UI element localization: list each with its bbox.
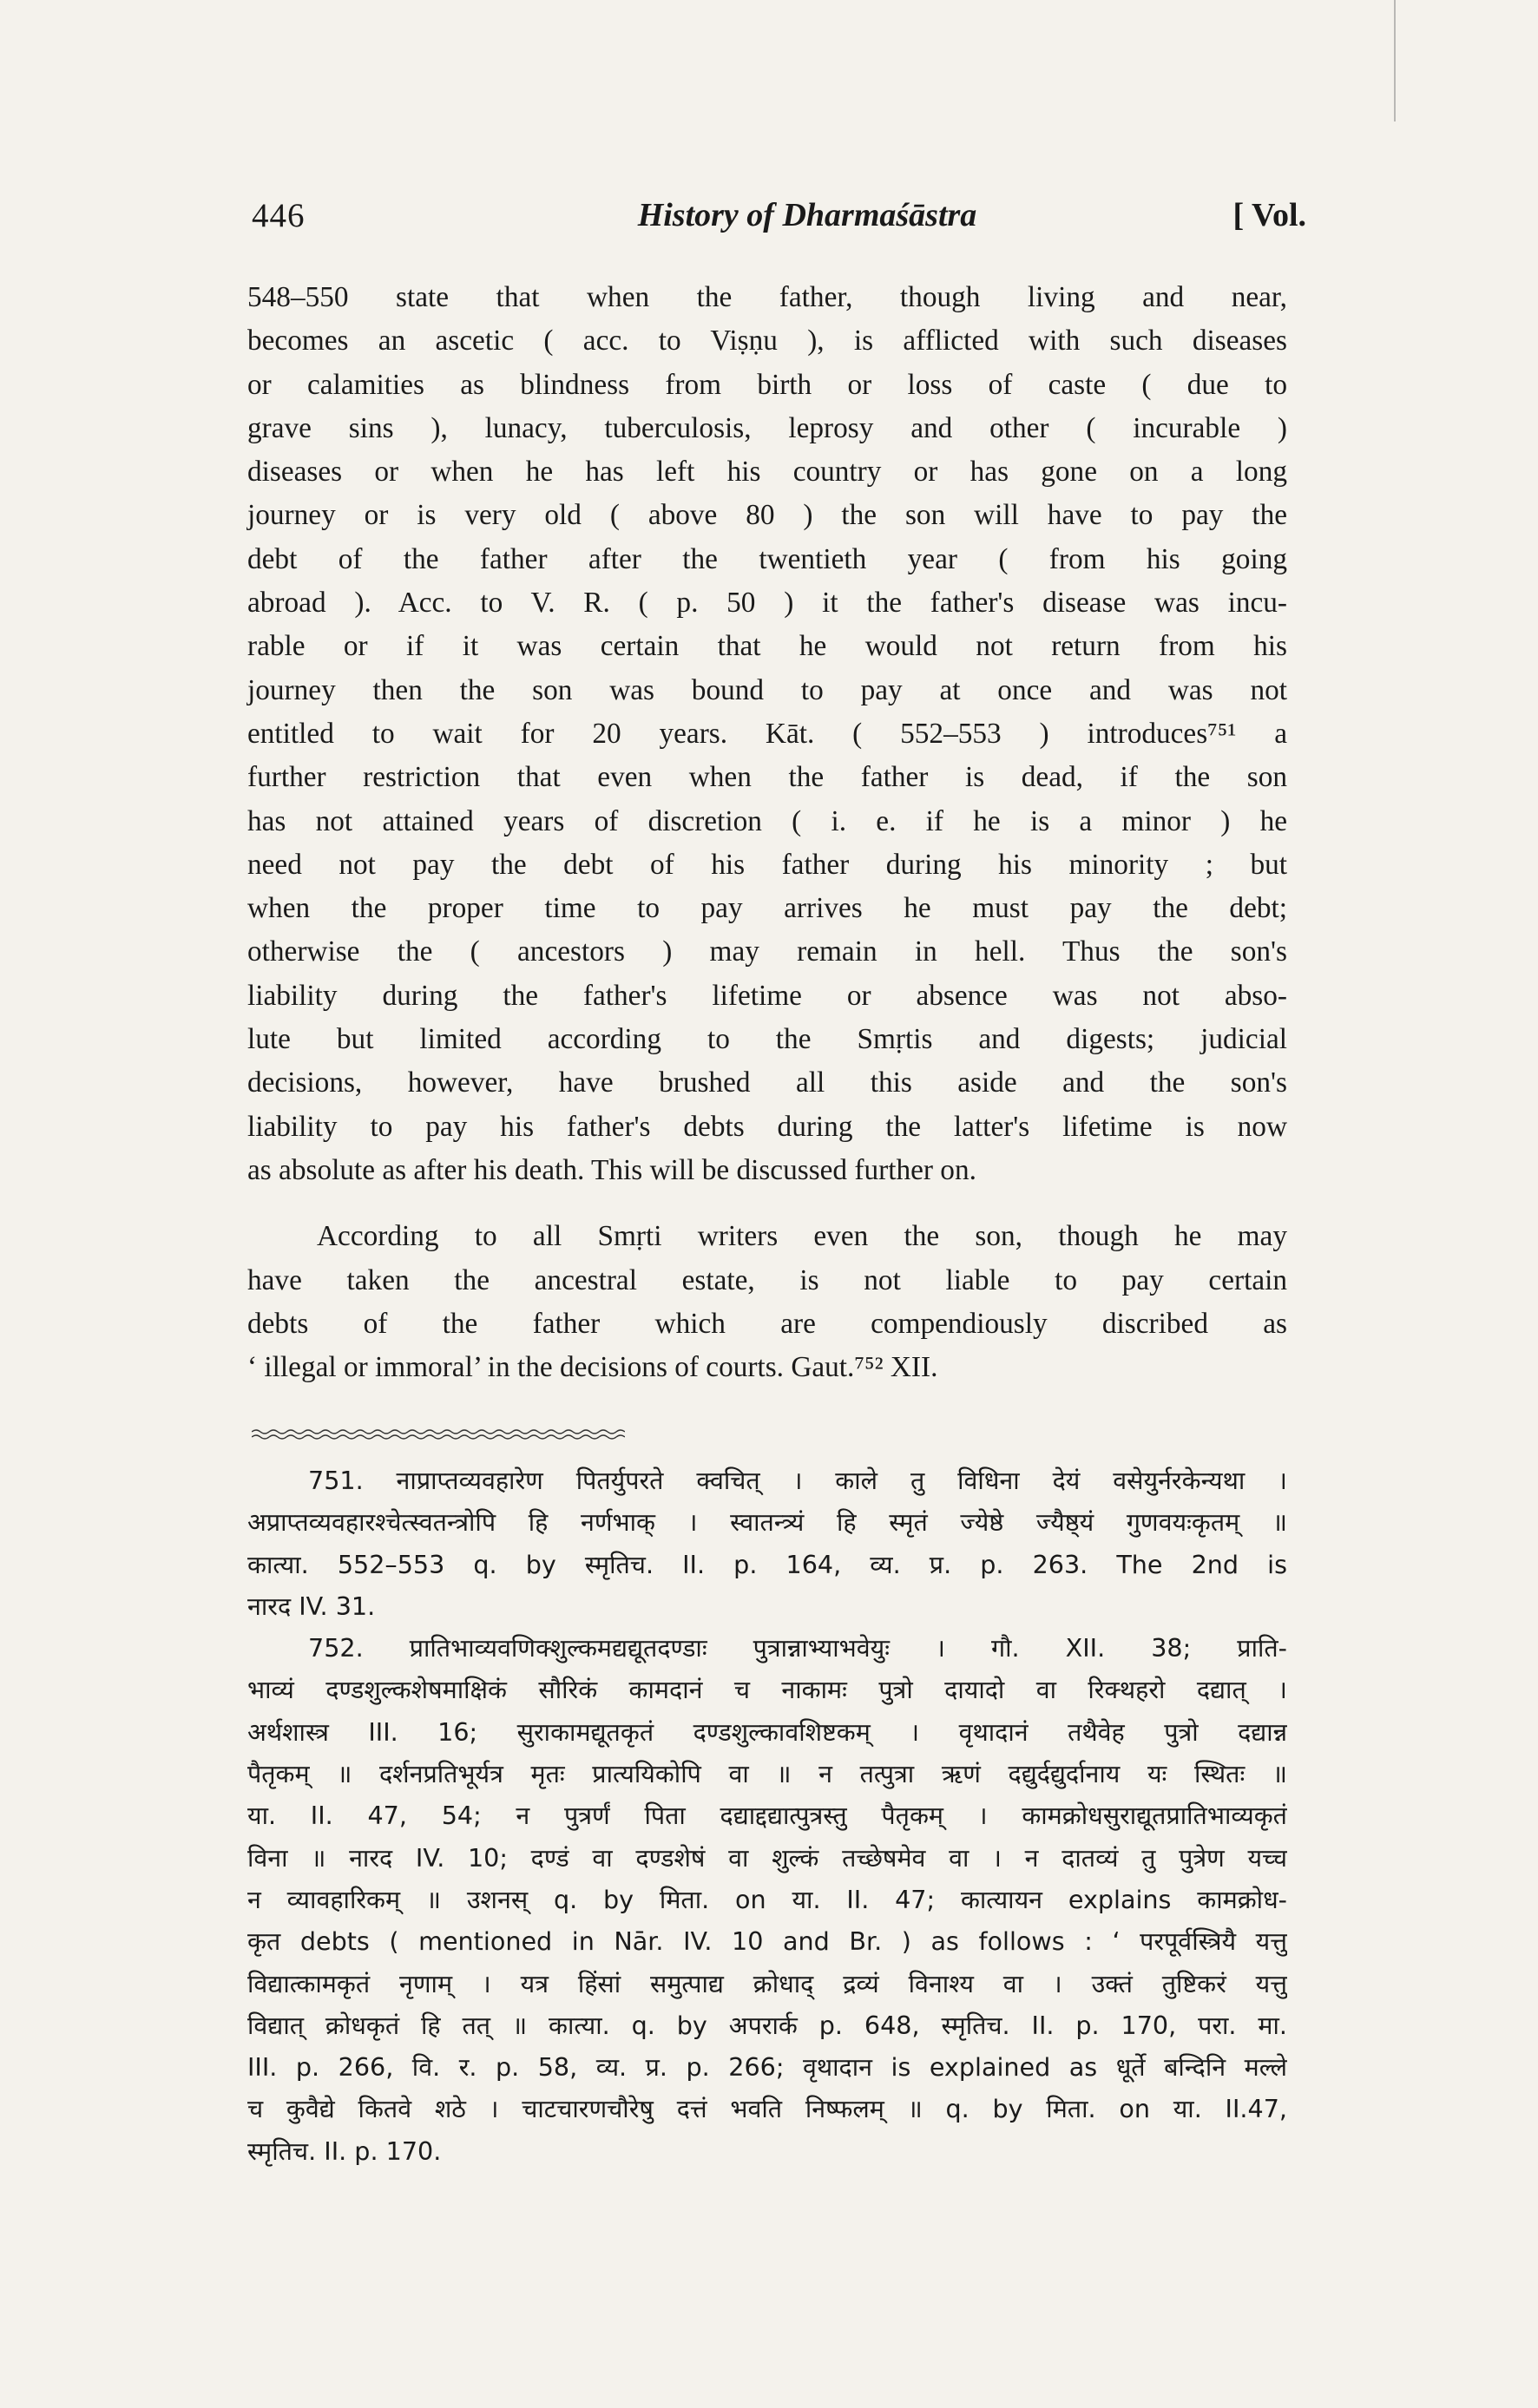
text-line: otherwise the ( ancestors ) may remain in hell. Thus the son's xyxy=(247,935,1287,968)
footnote-line: या. II. 47, 54; न पुत्रर्णं पिता दद्याद्दद्यात्पुत्रस्तु पैतृकम् । कामक्रोधसुराद्यूतप्रातिभाव्यकृतं xyxy=(247,1801,1287,1831)
footnote-line: कृत debts ( mentioned in Nār. IV. 10 and Br. ) as follows : ‘ परपूर्वस्त्रियै यत्तु xyxy=(247,1926,1287,1957)
text-line: ‘ illegal or immoral’ in the decisions of courts. Gaut.⁷⁵² XII. xyxy=(247,1351,938,1384)
footnote-line: स्मृतिच. II. p. 170. xyxy=(247,2136,442,2166)
paragraph-gap xyxy=(247,1192,1287,1215)
text-line: lute but limited according to the Smṛtis and digests; judicial xyxy=(247,1023,1287,1056)
footnote-line: 751. नाप्राप्तव्यवहारेण पितर्युपरते क्वचित् । काले तु विधिना देयं वसेयुर्नरकेन्यथा । xyxy=(308,1466,1287,1495)
text-line: liability to pay his father's debts during the latter's lifetime is now xyxy=(247,1110,1287,1143)
text-line: debt of the father after the twentieth year ( from his going xyxy=(247,542,1287,575)
footnote-752 xyxy=(247,1627,1287,2172)
text-line: liability during the father's lifetime or absence was not abso- xyxy=(247,979,1287,1012)
footnote-line: अर्थशास्त्र III. 16; सुराकामद्यूतकृतं दण्डशुल्कावशिष्टकम् । वृथादानं तथैवेह पुत्रो दद्यान्न xyxy=(247,1716,1287,1747)
text-line: has not attained years of discretion ( i. e. if he is a minor ) he xyxy=(247,804,1287,837)
running-title: History of Dharmaśāstra xyxy=(637,197,977,233)
footnote-line: विना ॥ नारद IV. 10; दण्डं वा दण्डशेषं वा शुल्कं तच्छेषमेव वा । न दातव्यं तु पुत्रेण यच्च xyxy=(247,1842,1287,1873)
text-line: further restriction that even when the father is dead, if the son xyxy=(247,761,1287,794)
footnote-line: अप्राप्तव्यवहारश्चेत्स्वतन्त्रोपि हि नर्णभाक् । स्वातन्त्र्यं हि स्मृतं ज्येष्ठे ज्यैष्ठ्यं गुणवयःकृतम् ॥ xyxy=(247,1507,1287,1538)
footnote-line: च कुवैद्ये कितवे शठे । चाटचारणचौरेषु दत्तं भवति निष्फलम् ॥ q. by मिता. on या. II.47, xyxy=(247,2094,1287,2124)
text-line: journey then the son was bound to pay at once and was not xyxy=(247,673,1287,706)
footnote-line: पैतृकम् ॥ दर्शनप्रतिभूर्यत्र मृतः प्रात्ययिकोपि वा ॥ न तत्पुत्रा ऋणं दद्युर्दद्युर्दानाय यः स्थितः ॥ xyxy=(247,1759,1287,1789)
text-line: have taken the ancestral estate, is not liable to pay certain xyxy=(247,1263,1287,1296)
text-line: journey or is very old ( above 80 ) the son will have to pay the xyxy=(247,499,1287,532)
paragraph-1 xyxy=(247,276,1287,1192)
text-line: need not pay the debt of his father during his minority ; but xyxy=(247,848,1287,881)
footnotes xyxy=(247,1460,1287,2172)
footnote-line: III. p. 266, वि. र. p. 58, व्य. प्र. p. 266; वृथादान is explained as धूर्ते बन्दिनि मल्ले xyxy=(247,2052,1287,2083)
volume-label: [ Vol. xyxy=(1232,197,1306,233)
page-number: 446 xyxy=(252,197,306,234)
text-line: when the proper time to pay arrives he must pay the debt; xyxy=(247,892,1287,925)
footnote-line: विद्यात्कामकृतं नृणाम् । यत्र हिंसां समुत्पाद्य क्रोधाद् द्रव्यं विनाश्य वा । उक्तं तुष्टिकरं यत्तु xyxy=(247,1968,1287,1998)
text-line: According to all Smṛti writers even the son, though he may xyxy=(317,1220,1287,1253)
text-line: diseases or when he has left his country or has gone on a long xyxy=(247,456,1287,489)
footnote-line: कात्या. 552–553 q. by स्मृतिच. II. p. 164, व्य. प्र. p. 263. The 2nd is xyxy=(247,1549,1287,1579)
paragraph-2 xyxy=(247,1215,1287,1389)
footnote-751 xyxy=(247,1460,1287,1627)
text-line: rable or if it was certain that he would not return from his xyxy=(247,630,1287,663)
text-line: entitled to wait for 20 years. Kāt. ( 552–553 ) introduces⁷⁵¹ a xyxy=(247,717,1287,750)
text-line: becomes an ascetic ( acc. to Viṣṇu ), is afflicted with such diseases xyxy=(247,325,1287,358)
footnote-line: न व्यावहारिकम् ॥ उशनस् q. by मिता. on या. II. 47; कात्यायन explains कामक्रोध- xyxy=(247,1884,1287,1914)
text-line: 548–550 state that when the father, though living and near, xyxy=(247,281,1287,313)
text-line: debts of the father which are compendiously discribed as xyxy=(247,1307,1287,1340)
main-text xyxy=(247,276,1287,1389)
footnote-line: 752. प्रातिभाव्यवणिक्शुल्कमद्यद्यूतदण्डाः पुत्रान्नाभ्याभवेयुः । गौ. XII. 38; प्राति- xyxy=(308,1633,1287,1663)
text-line: decisions, however, have brushed all this aside and the son's xyxy=(247,1066,1287,1099)
page-header xyxy=(252,196,1306,239)
text-line: grave sins ), lunacy, tuberculosis, leprosy and other ( incurable ) xyxy=(247,411,1287,444)
text-line: as absolute as after his death. This will be discussed further on. xyxy=(247,1153,976,1186)
text-line: abroad ). Acc. to V. R. ( p. 50 ) it the father's disease was incu- xyxy=(247,587,1287,620)
footnote-line: विद्यात् क्रोधकृतं हि तत् ॥ कात्या. q. by अपरार्क p. 648, स्मृतिच. II. p. 170, परा. मा. xyxy=(247,2010,1287,2040)
text-line: or calamities as blindness from birth or loss of caste ( due to xyxy=(247,368,1287,401)
footnote-line: भाव्यं दण्डशुल्कशेषमाक्षिकं सौरिकं कामदानं च नाकामः पुत्रो दायादो वा रिक्थहरो दद्यात् । xyxy=(247,1675,1287,1705)
footnote-separator xyxy=(252,1428,625,1440)
footnote-line: नारद IV. 31. xyxy=(247,1591,376,1621)
margin-rule xyxy=(1394,0,1396,121)
